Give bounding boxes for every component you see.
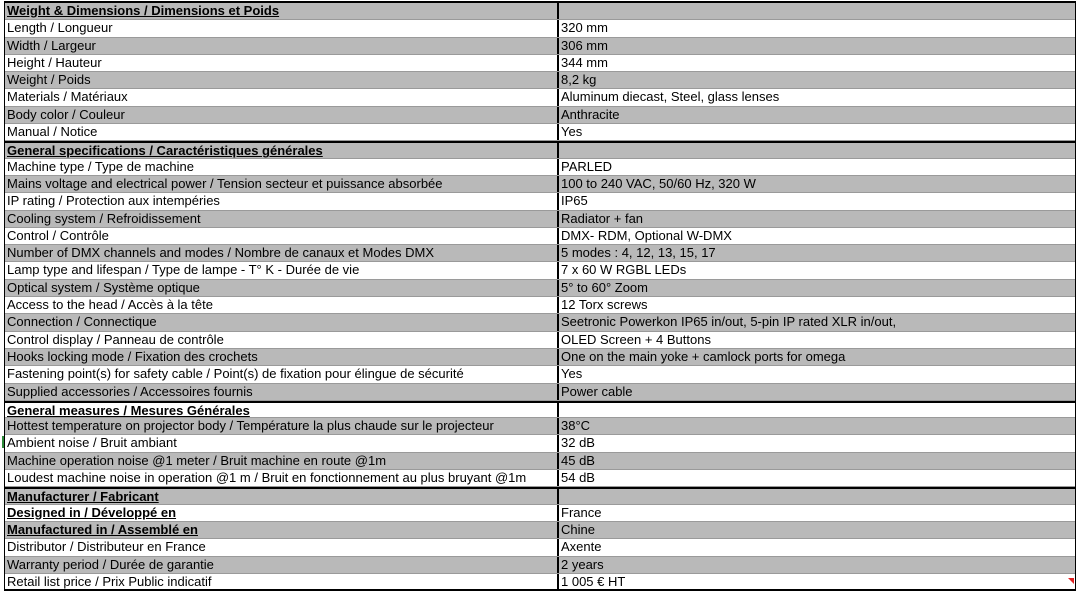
table-row[interactable] xyxy=(5,435,1075,452)
label-cell[interactable]: Loudest machine noise in operation @1 m / Bruit en fonctionnement au plus bruyant @1m xyxy=(5,470,559,486)
label-cell[interactable]: Manual / Notice xyxy=(5,124,559,140)
label-cell[interactable]: Ambient noise / Bruit ambiant xyxy=(5,435,559,451)
label-cell[interactable]: Weight / Poids xyxy=(5,72,559,88)
table-row[interactable] xyxy=(5,89,1075,106)
value-cell[interactable]: 32 dB xyxy=(561,435,595,451)
value-cell[interactable]: Chine xyxy=(561,521,595,537)
value-cell[interactable]: Aluminum diecast, Steel, glass lenses xyxy=(561,89,780,105)
value-cell[interactable]: Axente xyxy=(561,539,602,555)
label-cell[interactable]: Length / Longueur xyxy=(5,20,559,36)
section-header-row[interactable] xyxy=(5,401,1075,418)
value-cell[interactable] xyxy=(559,143,1075,157)
value-cell[interactable]: Power cable xyxy=(561,383,633,399)
table-row[interactable] xyxy=(5,55,1075,72)
section-header-row[interactable] xyxy=(5,522,1075,539)
label-cell[interactable]: Mains voltage and electrical power / Tension secteur et puissance absorbée xyxy=(5,176,559,192)
label-cell[interactable]: Fastening point(s) for safety cable / Point(s) de fixation pour élingue de sécurité xyxy=(5,366,559,382)
table-row[interactable] xyxy=(5,193,1075,210)
cell-cursor-marker xyxy=(2,436,4,448)
value-cell[interactable]: 344 mm xyxy=(561,54,608,70)
value-cell[interactable]: 2 years xyxy=(561,556,604,572)
label-cell[interactable]: Designed in / Développé en xyxy=(5,505,559,521)
value-cell[interactable]: IP65 xyxy=(561,193,588,209)
table-row[interactable] xyxy=(5,366,1075,383)
section-header-row[interactable] xyxy=(5,141,1075,158)
label-cell[interactable]: Hooks locking mode / Fixation des crochets xyxy=(5,349,559,365)
label-cell[interactable]: Number of DMX channels and modes / Nombre de canaux et Modes DMX xyxy=(5,245,559,261)
value-cell[interactable] xyxy=(559,3,1075,19)
table-row[interactable] xyxy=(5,453,1075,470)
value-cell[interactable]: 8,2 kg xyxy=(561,72,597,88)
label-cell[interactable]: Control display / Panneau de contrôle xyxy=(5,332,559,348)
label-cell[interactable]: Body color / Couleur xyxy=(5,107,559,123)
value-cell[interactable]: DMX- RDM, Optional W-DMX xyxy=(561,227,732,243)
table-row[interactable] xyxy=(5,176,1075,193)
label-cell[interactable]: Optical system / Système optique xyxy=(5,280,559,296)
label-cell[interactable]: Manufacturer / Fabricant xyxy=(5,489,559,503)
label-cell[interactable]: Machine operation noise @1 meter / Bruit machine en route @1m xyxy=(5,453,559,469)
value-cell[interactable]: 306 mm xyxy=(561,37,608,53)
table-row[interactable] xyxy=(5,314,1075,331)
table-row[interactable] xyxy=(5,211,1075,228)
table-row[interactable] xyxy=(5,418,1075,435)
label-cell[interactable]: Connection / Connectique xyxy=(5,314,559,330)
label-cell[interactable]: Supplied accessories / Accessoires fournis xyxy=(5,384,559,400)
value-cell[interactable] xyxy=(559,489,1075,503)
table-row[interactable] xyxy=(5,72,1075,89)
table-row[interactable] xyxy=(5,107,1075,124)
table-row[interactable] xyxy=(5,38,1075,55)
table-row[interactable] xyxy=(5,332,1075,349)
label-cell[interactable]: Materials / Matériaux xyxy=(5,89,559,105)
table-row[interactable] xyxy=(5,124,1075,141)
value-cell[interactable]: 38°C xyxy=(561,418,591,434)
label-cell[interactable]: Manufactured in / Assemblé en xyxy=(5,522,559,538)
table-row[interactable] xyxy=(5,228,1075,245)
label-cell[interactable]: Retail list price / Prix Public indicatif xyxy=(5,574,559,589)
value-cell[interactable] xyxy=(559,403,1075,417)
label-cell[interactable]: Machine type / Type de machine xyxy=(5,159,559,175)
table-row[interactable] xyxy=(5,574,1075,591)
spec-sheet xyxy=(4,1,1076,591)
section-header-row[interactable] xyxy=(5,487,1075,504)
label-cell[interactable]: Height / Hauteur xyxy=(5,55,559,71)
label-cell[interactable]: Access to the head / Accès à la tête xyxy=(5,297,559,313)
table-row[interactable] xyxy=(5,245,1075,262)
label-cell[interactable]: Cooling system / Refroidissement xyxy=(5,211,559,227)
table-row[interactable] xyxy=(5,384,1075,401)
label-cell[interactable]: Weight & Dimensions / Dimensions et Poids xyxy=(5,3,559,19)
table-row[interactable] xyxy=(5,159,1075,176)
value-cell[interactable]: Radiator + fan xyxy=(561,210,644,226)
label-cell[interactable]: Control / Contrôle xyxy=(5,228,559,244)
value-cell[interactable]: One on the main yoke + camlock ports for omega xyxy=(561,348,846,364)
value-cell[interactable]: Yes xyxy=(561,366,583,382)
label-cell[interactable]: Lamp type and lifespan / Type de lampe - T° K - Durée de vie xyxy=(5,262,559,278)
label-cell[interactable]: Distributor / Distributeur en France xyxy=(5,539,559,555)
section-header-row[interactable] xyxy=(5,3,1075,20)
value-cell[interactable]: 54 dB xyxy=(561,470,595,486)
label-cell[interactable]: Warranty period / Durée de garantie xyxy=(5,557,559,573)
label-cell[interactable]: Width / Largeur xyxy=(5,38,559,54)
label-cell[interactable]: General specifications / Caractéristiques générales xyxy=(5,143,559,157)
section-header-row[interactable] xyxy=(5,505,1075,522)
label-cell[interactable]: Hottest temperature on projector body / Température la plus chaude sur le projecteur xyxy=(5,418,559,434)
value-cell[interactable]: Yes xyxy=(561,124,583,140)
value-cell[interactable]: OLED Screen + 4 Buttons xyxy=(561,331,711,347)
value-cell[interactable]: 100 to 240 VAC, 50/60 Hz, 320 W xyxy=(561,175,756,191)
table-row[interactable] xyxy=(5,349,1075,366)
label-cell[interactable]: IP rating / Protection aux intempéries xyxy=(5,193,559,209)
table-row[interactable] xyxy=(5,539,1075,556)
table-row[interactable] xyxy=(5,470,1075,487)
table-row[interactable] xyxy=(5,262,1075,279)
value-cell[interactable]: 12 Torx screws xyxy=(561,297,648,313)
value-cell[interactable]: France xyxy=(561,504,602,520)
table-row[interactable] xyxy=(5,20,1075,37)
table-row[interactable] xyxy=(5,297,1075,314)
value-cell[interactable]: 5 modes : 4, 12, 13, 15, 17 xyxy=(561,245,716,261)
value-cell[interactable]: 5° to 60° Zoom xyxy=(561,279,648,295)
value-cell[interactable]: PARLED xyxy=(561,158,613,174)
value-cell[interactable]: 320 mm xyxy=(561,20,608,36)
table-row[interactable] xyxy=(5,557,1075,574)
value-cell[interactable]: 7 x 60 W RGBL LEDs xyxy=(561,262,687,278)
value-cell[interactable]: 45 dB xyxy=(561,452,595,468)
value-cell[interactable]: Anthracite xyxy=(561,106,620,122)
comment-indicator[interactable] xyxy=(1068,578,1074,584)
value-cell[interactable]: 1 005 € HT xyxy=(561,573,626,589)
label-cell[interactable]: General measures / Mesures Générales xyxy=(5,403,559,417)
table-row[interactable] xyxy=(5,280,1075,297)
value-cell[interactable]: Seetronic Powerkon IP65 in/out, 5-pin IP rated XLR in/out, xyxy=(561,314,897,330)
